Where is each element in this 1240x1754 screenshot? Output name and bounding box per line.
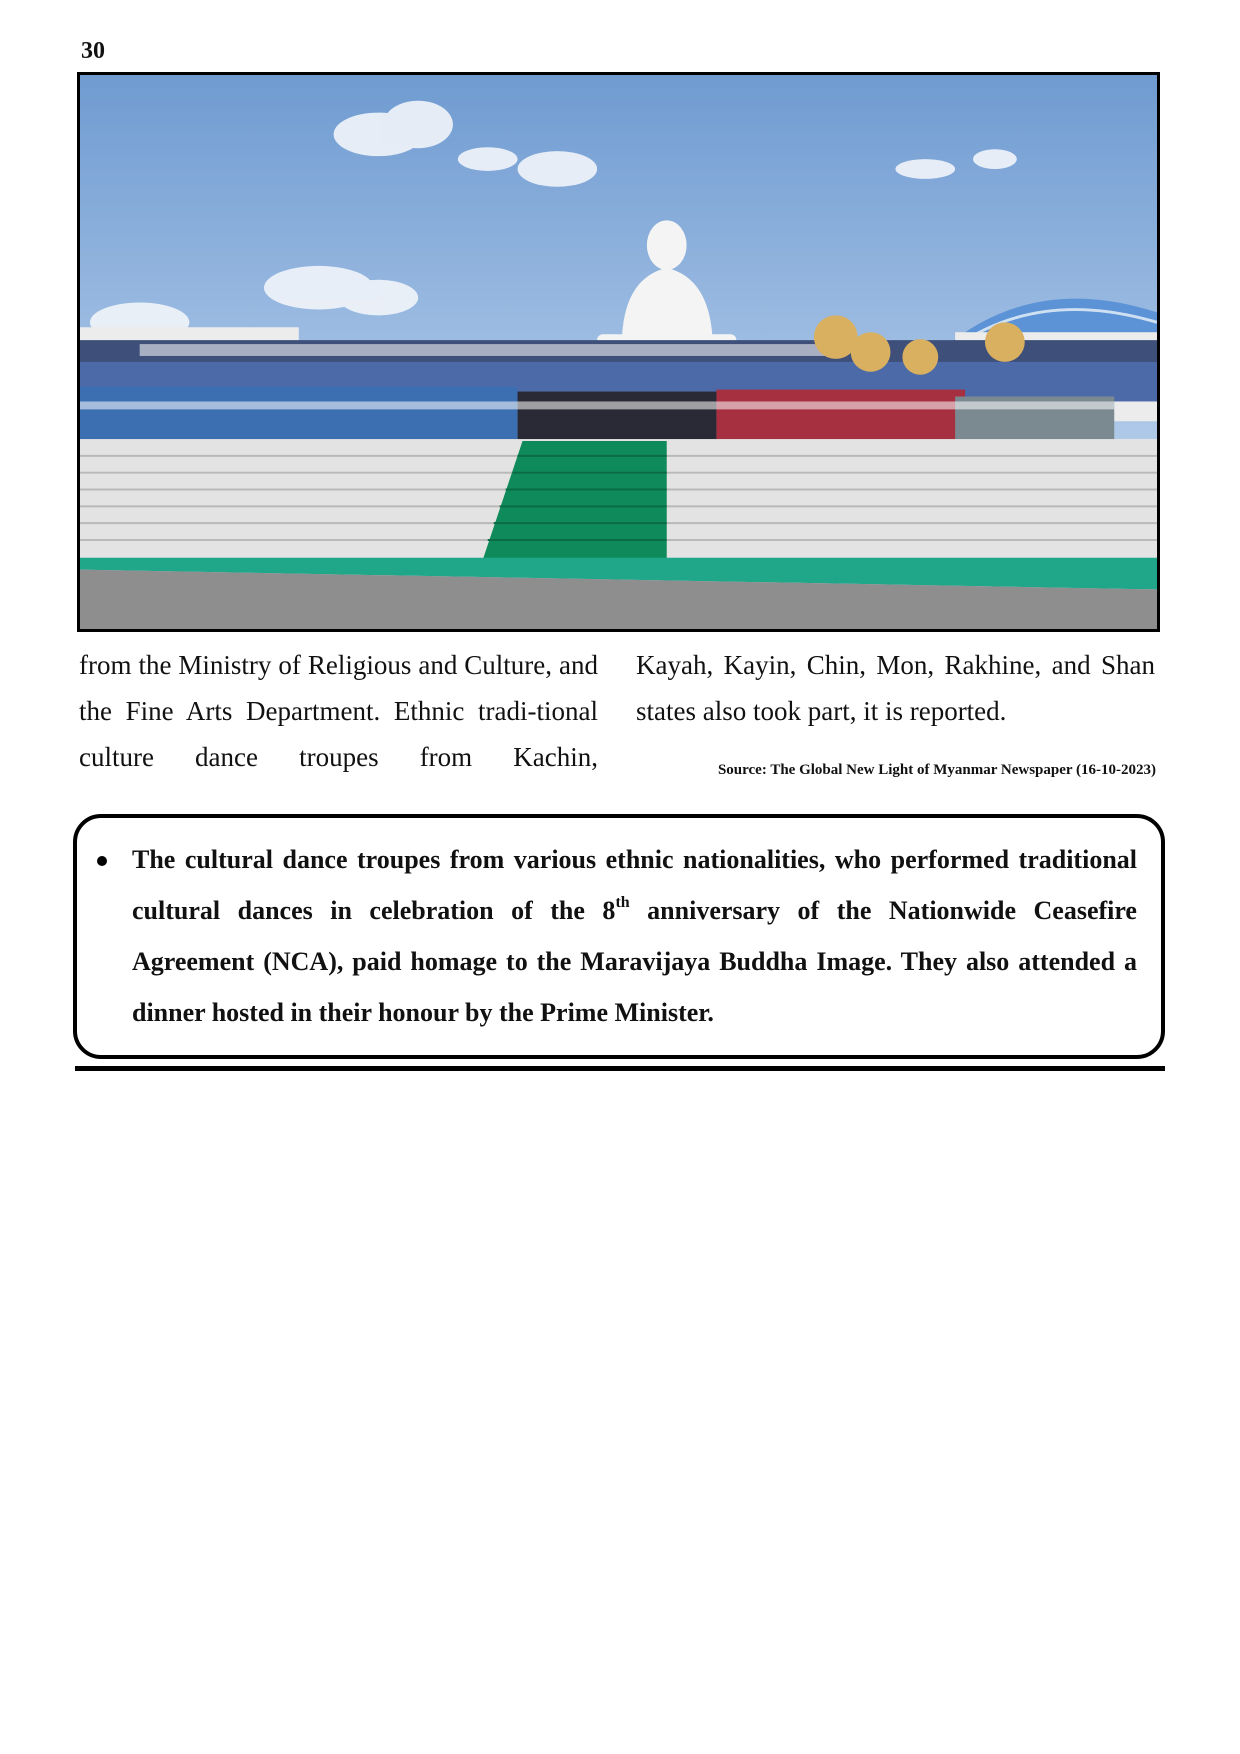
article-photo	[77, 72, 1160, 632]
bottom-divider	[75, 1066, 1165, 1071]
summary-box	[73, 814, 1165, 1059]
bullet-icon	[97, 856, 107, 866]
group-photo-buddha-image	[80, 75, 1157, 629]
summary-text	[132, 834, 1137, 1038]
page-number: 30	[81, 38, 105, 64]
source-citation: Source: The Global New Light of Myanmar Newspaper (16-10-2023)	[717, 762, 1156, 778]
article-text-right-column: Kayah, Kayin, Chin, Mon, Rakhine, and Shan states also took part, it is reported.	[636, 650, 1155, 726]
article-text-left-column: from the Ministry of Religious and Culture, and the Fine Arts Department. Ethnic tradi-tional culture dance troupes from Kachin,	[79, 650, 598, 772]
ordinal-suffix: th	[615, 894, 630, 912]
summary-text-part2: anniversary of the Nationwide Ceasefire Agreement (NCA), paid homage to the Maravijaya Buddha Image. They also attended a dinner hosted in their honour by the Prime Minister.	[132, 896, 1137, 1027]
summary-text-part1: The cultural dance troupes from various ethnic nationalities, who performed traditional cultural dances in celebration of the 8	[132, 845, 1137, 925]
